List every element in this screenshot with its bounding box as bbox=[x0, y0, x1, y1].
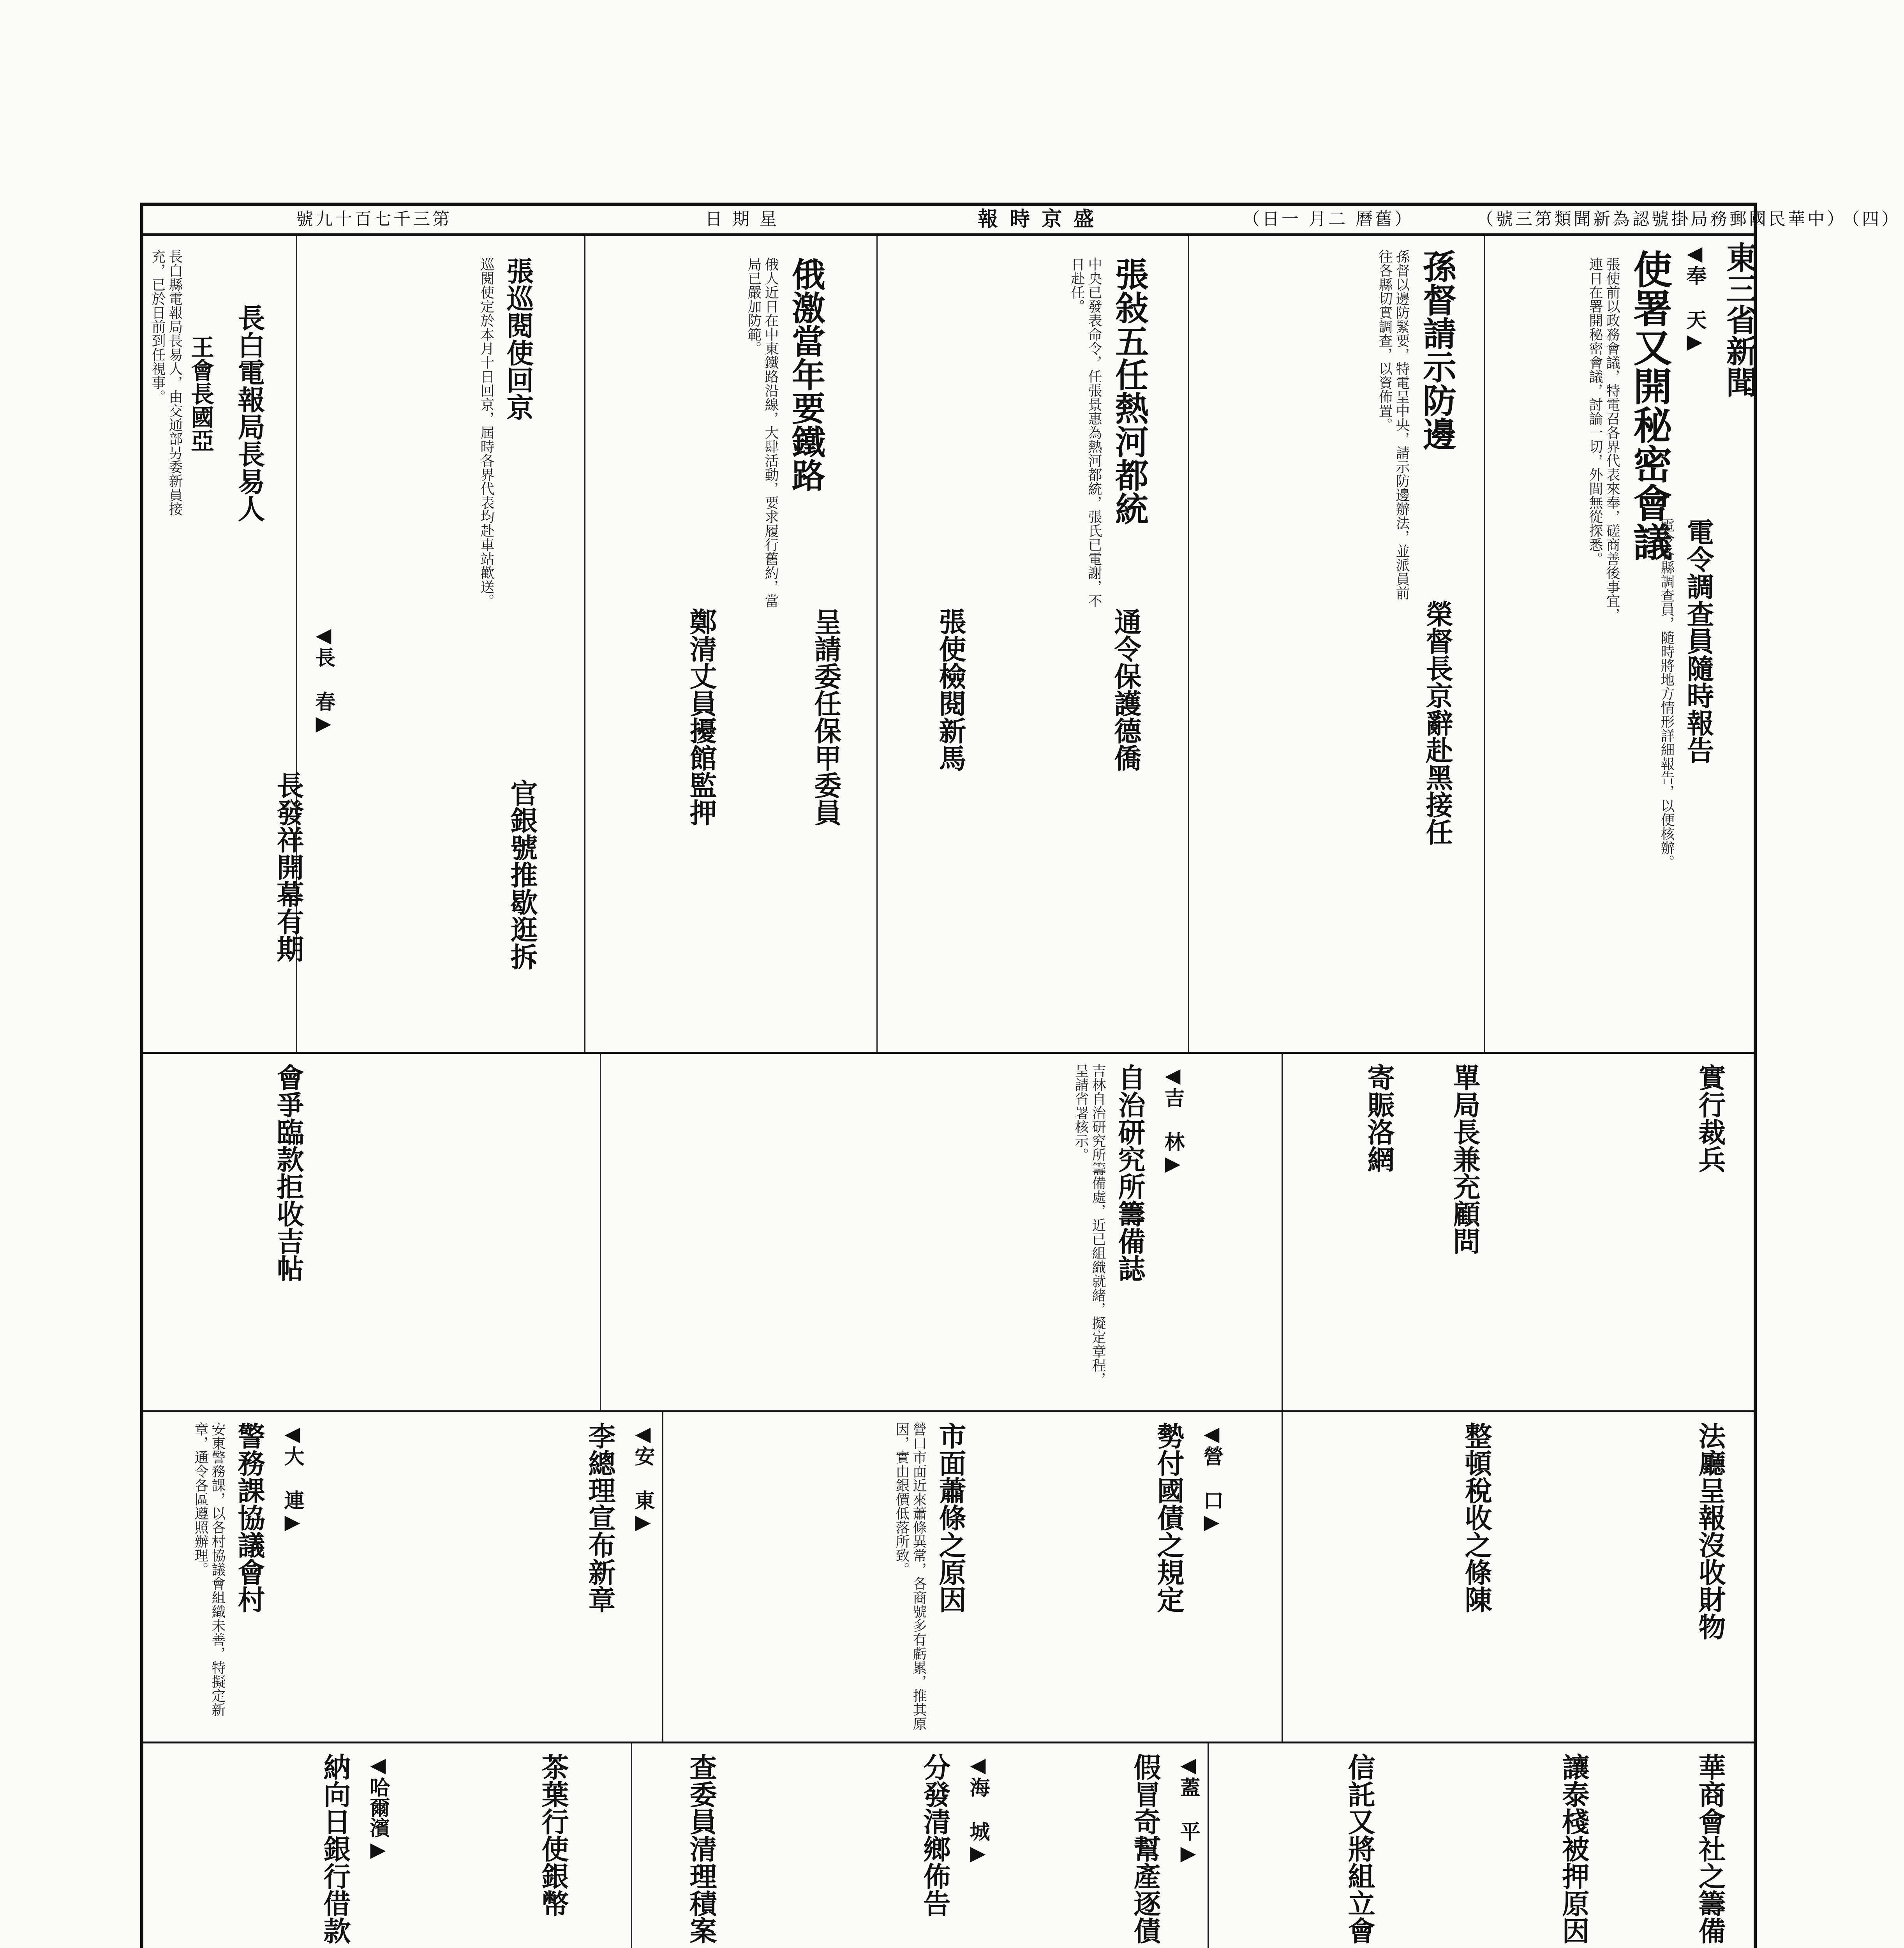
tier-rule-1 bbox=[140, 1052, 1757, 1054]
place-harbin: ◀哈爾濱▶ bbox=[366, 1753, 390, 1862]
tier-rule-3 bbox=[140, 1742, 1757, 1743]
column-rule bbox=[631, 1743, 632, 1948]
column-rule bbox=[876, 236, 878, 1052]
headline: 俄激當年要鐵路 bbox=[786, 257, 825, 492]
headline: 李總理宣布新章 bbox=[584, 1422, 616, 1613]
headline: 市面蕭條之原因 bbox=[934, 1422, 967, 1613]
headline: 分發清鄉佈告 bbox=[919, 1753, 951, 1917]
column-rule bbox=[584, 236, 585, 1052]
headline: 長發祥開幕有期 bbox=[272, 771, 305, 962]
article-body: 張使前以政務會議，特電召各界代表來奉，磋商善後事宜，連日在署開秘密會議，討論一切，外間無從探悉。 bbox=[1587, 257, 1620, 622]
place-dalian: ◀大 連▶ bbox=[280, 1422, 304, 1534]
headline: 寄賑洛網 bbox=[1363, 1064, 1395, 1173]
headline: 勢付國債之規定 bbox=[1153, 1422, 1185, 1613]
headline: 整頓稅收之條陳 bbox=[1460, 1422, 1493, 1613]
headline: 茶葉行使銀幣 bbox=[537, 1753, 569, 1917]
headline: 自治研究所籌備誌 bbox=[1114, 1064, 1146, 1282]
headline: 納向日銀行借款 bbox=[319, 1753, 351, 1944]
column-rule bbox=[1208, 1743, 1209, 1948]
headline: 榮督長京辭赴黑接任 bbox=[1421, 600, 1454, 845]
article-body: 營口市面近來蕭條異常，各商號多有虧累，推其原因，實由銀價低落所致。 bbox=[894, 1422, 927, 1731]
article-body: 長白縣電報局長易人，由交通部另委新員接充，已於日前到任視事。 bbox=[150, 249, 183, 516]
headline: 張巡閱使回京 bbox=[502, 257, 534, 421]
place-yingkou: ◀營 口▶ bbox=[1200, 1422, 1223, 1534]
headline: 讓泰棧被押原因 bbox=[1558, 1753, 1590, 1944]
column-rule bbox=[1484, 236, 1485, 1052]
headline: 長白電報局長易人 bbox=[233, 304, 266, 522]
headline: 警務課協議會村 bbox=[233, 1422, 266, 1613]
place-fengtian: ◀奉 天▶ bbox=[1683, 242, 1707, 353]
headline: 實行裁兵 bbox=[1694, 1064, 1726, 1173]
headline: 法廳呈報沒收財物 bbox=[1694, 1422, 1726, 1640]
column-rule bbox=[1282, 1412, 1283, 1742]
headline: 孫督請示防邊 bbox=[1417, 249, 1456, 450]
headline: 呈請委任保甲委員 bbox=[810, 608, 842, 826]
headline: 假冒奇幫產逐債 bbox=[1129, 1753, 1162, 1944]
place-changchun: ◀長 春▶ bbox=[312, 623, 335, 735]
headline: 單局長兼充顧問 bbox=[1449, 1064, 1481, 1255]
headline: 查委員清理積案 bbox=[685, 1753, 718, 1944]
masthead-paper-name: 報 時 京 盛 bbox=[978, 207, 1097, 231]
place-jilin: ◀吉 林▶ bbox=[1161, 1064, 1185, 1175]
headline: 王會長國亞 bbox=[187, 335, 214, 452]
article-body: 巡閱使定於本月十日回京，屆時各界代表均赴車站歡送。 bbox=[478, 257, 494, 608]
headline: 使署又開秘密會議 bbox=[1627, 249, 1673, 561]
headline: 鄭清丈員擾館監押 bbox=[685, 608, 718, 826]
masthead-rule bbox=[140, 234, 1757, 236]
section-title: 東三省新聞 bbox=[1721, 242, 1758, 397]
tier-rule-2 bbox=[140, 1410, 1757, 1412]
column-rule bbox=[662, 1412, 663, 1742]
column-rule bbox=[600, 1054, 601, 1410]
column-rule bbox=[1282, 1054, 1283, 1410]
article-body: 電令各縣調查員，隨時將地方情形詳細報告，以便核辦。 bbox=[1659, 518, 1675, 869]
headline: 會爭臨款拒收吉帖 bbox=[272, 1064, 305, 1282]
headline: 官銀號推歇逛拆 bbox=[506, 779, 538, 970]
article-body: 孫督以邊防緊要，特電呈中央，請示防邊辦法，並派員前往各縣切實調查，以資佈置。 bbox=[1377, 249, 1410, 600]
place-andong: ◀安 東▶ bbox=[631, 1422, 655, 1534]
headline: 通令保護德僑 bbox=[1110, 608, 1142, 771]
article-body: 俄人近日在中東鐵路沿線，大肆活動，要求履行舊約，當局已嚴加防範。 bbox=[746, 257, 779, 608]
masthead-issue-number: 號九十百七千三第 bbox=[296, 209, 452, 229]
article-body: 吉林自治研究所籌備處，近已組織就緒，擬定章程，呈請省署核示。 bbox=[1073, 1064, 1106, 1386]
headline: 華商會社之籌備 bbox=[1694, 1753, 1726, 1944]
masthead bbox=[140, 203, 1901, 236]
place-gaiping: ◀蓋 平▶ bbox=[1176, 1753, 1200, 1865]
masthead-weekday: 日 期 星 bbox=[705, 209, 779, 229]
headline: 電令調查員隨時報告 bbox=[1682, 518, 1715, 764]
article-body: 中央已發表命令，任張景惠為熱河都統，張氏已電謝，不日赴任。 bbox=[1069, 257, 1102, 608]
headline: 信託又將組立會 bbox=[1343, 1753, 1376, 1944]
column-rule bbox=[1188, 236, 1189, 1052]
headline: 張敍五任熱河都統 bbox=[1109, 257, 1149, 525]
masthead-lunar-date: （日一 月二 曆舊） bbox=[1243, 209, 1414, 229]
article-body: 安東警務課，以各村協議會組織未善，特擬定新章，通令各區遵照辦理。 bbox=[192, 1422, 226, 1717]
masthead-registration: （號三第類聞新為認號掛局務郵國民華中） bbox=[1476, 209, 1846, 229]
headline: 張使檢閱新馬 bbox=[934, 608, 967, 771]
place-haicheng: ◀海 城▶ bbox=[966, 1753, 990, 1865]
masthead-corner: （四） bbox=[1842, 209, 1901, 229]
